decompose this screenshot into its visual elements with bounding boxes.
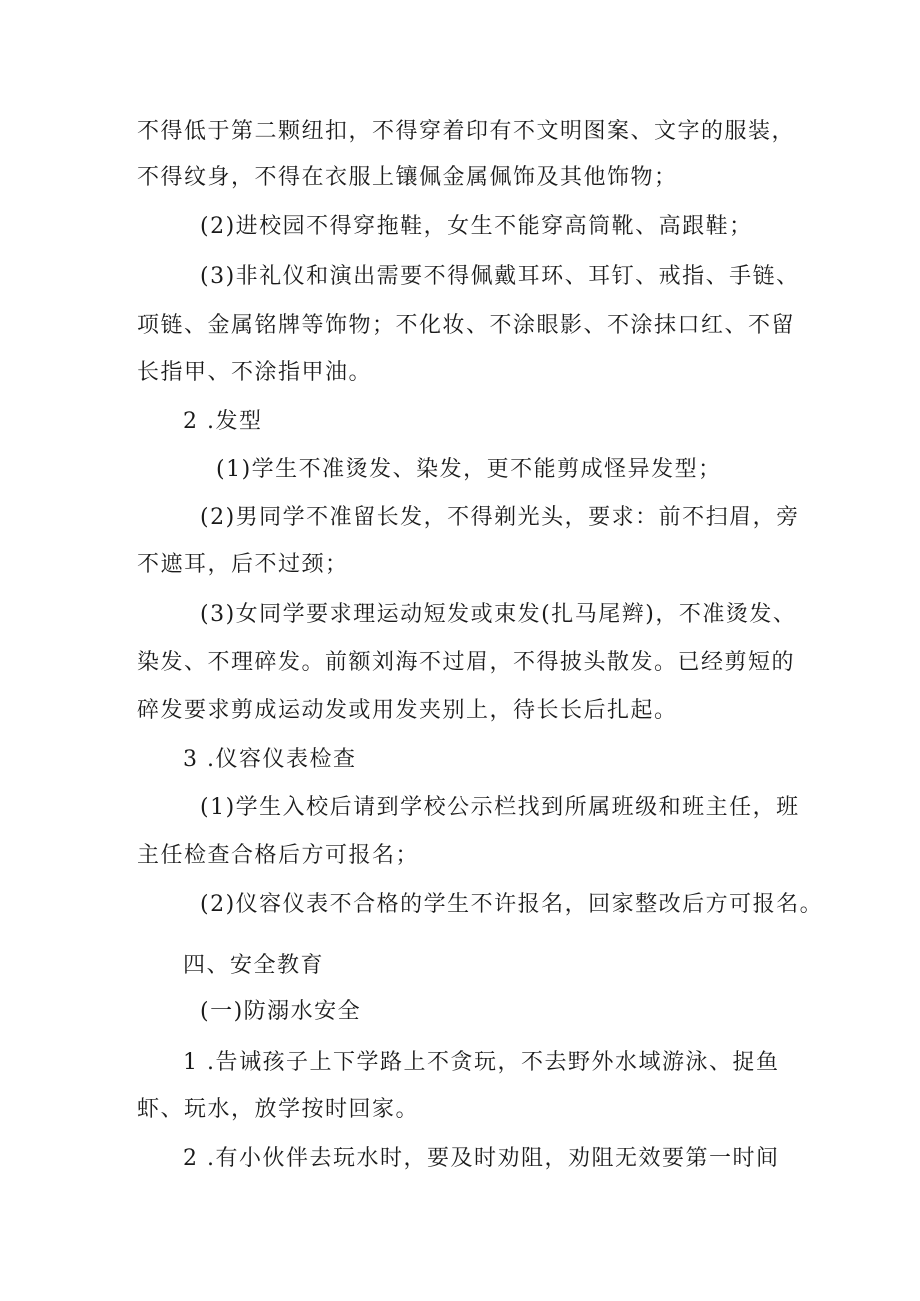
list-item: (2)男同学不准留长发，不得剃光头，要求：前不扫眉，旁 [200, 505, 800, 530]
list-item: (1)学生入校后请到学校公示栏找到所属班级和班主任，班 [200, 795, 800, 820]
text-line: 染发、不理碎发。前额刘海不过眉，不得披头散发。已经剪短的 [137, 650, 796, 675]
section-heading: 3 .仪容仪表检查 [183, 747, 357, 772]
list-item: 2 .有小伙伴去玩水时，要及时劝阻，劝阻无效要第一时间 [183, 1146, 780, 1171]
list-item: (3)女同学要求理运动短发或束发(扎马尾辫)，不准烫发、 [200, 602, 797, 627]
text-line: 不得低于第二颗纽扣，不得穿着印有不文明图案、文字的服装， [137, 119, 796, 144]
subsection-heading: (一)防溺水安全 [200, 999, 362, 1024]
list-item: (1)学生不准烫发、染发，更不能剪成怪异发型； [216, 457, 722, 482]
text-line: 碎发要求剪成运动发或用发夹别上，待长长后扎起。 [137, 698, 678, 723]
section-heading: 2 .发型 [183, 409, 263, 434]
section-heading: 四、安全教育 [183, 953, 325, 978]
list-item: 1 .告诫孩子上下学路上不贪玩，不去野外水域游泳、捉鱼 [183, 1050, 780, 1075]
text-line: 不遮耳，后不过颈； [137, 552, 349, 577]
text-line: 不得纹身，不得在衣服上镶佩金属佩饰及其他饰物； [137, 165, 678, 190]
list-item: (2)进校园不得穿拖鞋，女生不能穿高筒靴、高跟鞋； [200, 214, 753, 239]
list-item: (3)非礼仪和演出需要不得佩戴耳环、耳钉、戒指、手链、 [200, 264, 800, 289]
text-line: 项链、金属铭牌等饰物；不化妆、不涂眼影、不涂抹口红、不留 [137, 313, 796, 338]
text-line: 长指甲、不涂指甲油。 [137, 360, 373, 385]
list-item: (2)仪容仪表不合格的学生不许报名，回家整改后方可报名。 [200, 892, 824, 917]
text-line: 主任检查合格后方可报名； [137, 843, 420, 868]
text-line: 虾、玩水，放学按时回家。 [137, 1097, 420, 1122]
